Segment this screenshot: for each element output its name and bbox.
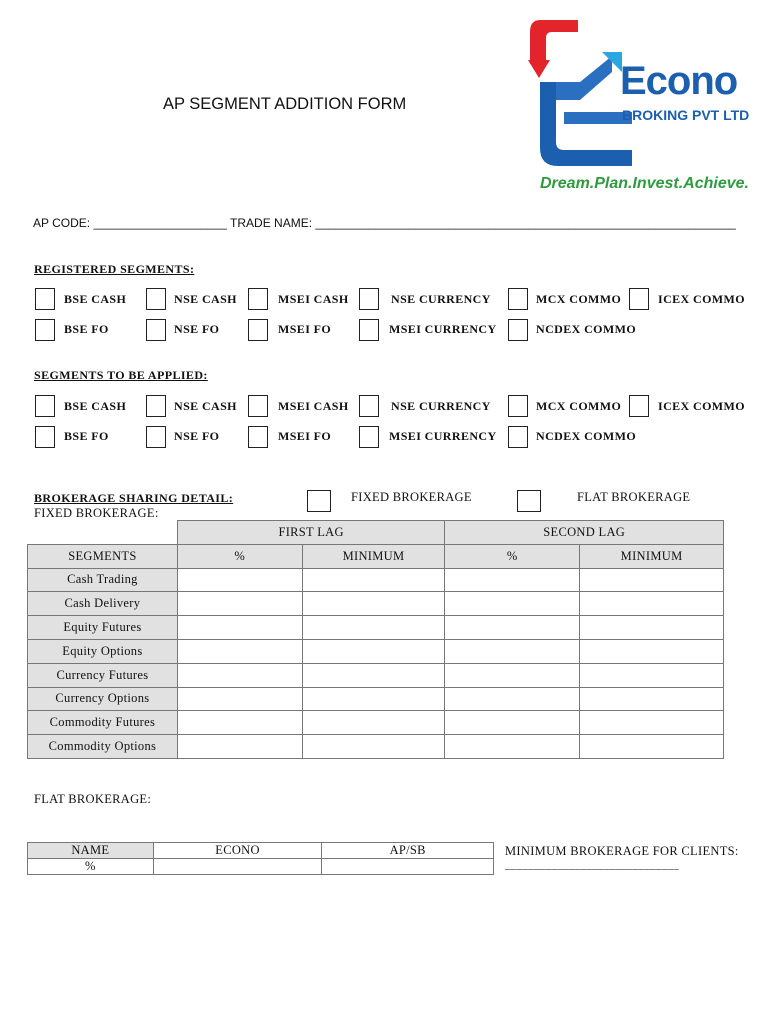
apply-nse-cash-label: NSE CASH [174, 399, 237, 413]
ap-code-trade-name-line: AP CODE: ____________________ TRADE NAME: _______________________________________________________________ [33, 216, 736, 230]
second-lag-percent-cell[interactable] [445, 687, 580, 711]
segment-name: Equity Options [28, 639, 178, 663]
apply-msei-fo-label: MSEI FO [278, 429, 332, 443]
registered-msei-currency-checkbox[interactable] [359, 319, 379, 341]
brokerage-sharing-heading: BROKERAGE SHARING DETAIL: [34, 491, 234, 505]
second-lag-percent-cell[interactable] [445, 616, 580, 640]
apply-bse-cash-label: BSE CASH [64, 399, 127, 413]
logo-tagline: Dream.Plan.Invest.Achieve. [540, 175, 749, 192]
second-lag-minimum-cell[interactable] [580, 639, 724, 663]
first-lag-percent-cell[interactable] [177, 592, 302, 616]
apply-icex-commo-label: ICEX COMMO [658, 399, 745, 413]
first-lag-percent-cell[interactable] [177, 568, 302, 592]
first-lag-percent-header: % [177, 544, 302, 568]
registered-nse-currency-checkbox[interactable] [359, 288, 379, 310]
segment-name: Currency Options [28, 687, 178, 711]
first-lag-percent-cell[interactable] [177, 639, 302, 663]
apply-icex-commo-checkbox[interactable] [629, 395, 649, 417]
segments-to-apply-heading: SEGMENTS TO BE APPLIED: [34, 368, 208, 382]
apply-nse-fo-label: NSE FO [174, 429, 220, 443]
econo-percent-cell[interactable] [153, 859, 322, 875]
second-lag-percent-cell[interactable] [445, 568, 580, 592]
registered-mcx-commo-label: MCX COMMO [536, 292, 622, 306]
first-lag-minimum-cell[interactable] [302, 568, 445, 592]
percent-label: % [28, 859, 154, 875]
apply-nse-fo-checkbox[interactable] [146, 426, 166, 448]
registered-segments-heading: REGISTERED SEGMENTS: [34, 262, 195, 276]
table-row [28, 711, 724, 735]
apply-msei-currency-label: MSEI CURRENCY [389, 429, 497, 443]
second-lag-percent-cell[interactable] [445, 711, 580, 735]
apply-bse-fo-checkbox[interactable] [35, 426, 55, 448]
registered-nse-cash-label: NSE CASH [174, 292, 237, 306]
minimum-brokerage-blank-line[interactable]: ______________________________ [505, 859, 679, 871]
table-row [28, 639, 724, 663]
flat-brokerage-checkbox[interactable] [517, 490, 541, 512]
segment-name: Equity Futures [28, 616, 178, 640]
second-lag-minimum-header: MINIMUM [580, 544, 724, 568]
fixed-brokerage-checkbox[interactable] [307, 490, 331, 512]
second-lag-percent-cell[interactable] [445, 735, 580, 759]
fixed-brokerage-label: FIXED BROKERAGE: [34, 506, 159, 520]
apply-msei-fo-checkbox[interactable] [248, 426, 268, 448]
table-row [28, 663, 724, 687]
apply-nse-currency-checkbox[interactable] [359, 395, 379, 417]
second-lag-minimum-cell[interactable] [580, 663, 724, 687]
registered-msei-fo-label: MSEI FO [278, 322, 332, 336]
segments-header: SEGMENTS [28, 544, 178, 568]
segment-name: Cash Delivery [28, 592, 178, 616]
table-row [28, 687, 724, 711]
registered-mcx-commo-checkbox[interactable] [508, 288, 528, 310]
registered-bse-fo-label: BSE FO [64, 322, 109, 336]
registered-bse-cash-label: BSE CASH [64, 292, 127, 306]
second-lag-percent-cell[interactable] [445, 663, 580, 687]
registered-ncdex-commo-checkbox[interactable] [508, 319, 528, 341]
apply-msei-cash-checkbox[interactable] [248, 395, 268, 417]
table-row [28, 592, 724, 616]
flat-brokerage-option-label: FLAT BROKERAGE [577, 490, 691, 504]
apply-ncdex-commo-checkbox[interactable] [508, 426, 528, 448]
table-row [28, 735, 724, 759]
table-row [28, 568, 724, 592]
apply-nse-cash-checkbox[interactable] [146, 395, 166, 417]
second-lag-minimum-cell[interactable] [580, 568, 724, 592]
registered-nse-fo-label: NSE FO [174, 322, 220, 336]
apply-mcx-commo-label: MCX COMMO [536, 399, 622, 413]
first-lag-minimum-cell[interactable] [302, 616, 445, 640]
ap-sb-percent-cell[interactable] [322, 859, 494, 875]
registered-nse-currency-label: NSE CURRENCY [391, 292, 491, 306]
registered-msei-currency-label: MSEI CURRENCY [389, 322, 497, 336]
first-lag-minimum-header: MINIMUM [302, 544, 445, 568]
apply-ncdex-commo-label: NCDEX COMMO [536, 429, 637, 443]
first-lag-minimum-cell[interactable] [302, 687, 445, 711]
apply-msei-currency-checkbox[interactable] [359, 426, 379, 448]
second-lag-minimum-cell[interactable] [580, 616, 724, 640]
econo-header: ECONO [153, 843, 322, 859]
segment-name: Cash Trading [28, 568, 178, 592]
table-row [28, 616, 724, 640]
logo-graphic [520, 12, 760, 197]
first-lag-percent-cell[interactable] [177, 616, 302, 640]
registered-msei-cash-checkbox[interactable] [248, 288, 268, 310]
second-lag-minimum-cell[interactable] [580, 735, 724, 759]
second-lag-minimum-cell[interactable] [580, 687, 724, 711]
apply-mcx-commo-checkbox[interactable] [508, 395, 528, 417]
apply-bse-fo-label: BSE FO [64, 429, 109, 443]
first-lag-percent-cell[interactable] [177, 663, 302, 687]
logo-name: Econo [620, 59, 738, 103]
first-lag-minimum-cell[interactable] [302, 711, 445, 735]
form-title: AP SEGMENT ADDITION FORM [163, 95, 407, 113]
apply-msei-cash-label: MSEI CASH [278, 399, 349, 413]
first-lag-minimum-cell[interactable] [302, 735, 445, 759]
second-lag-percent-header: % [445, 544, 580, 568]
segment-name: Currency Futures [28, 663, 178, 687]
flat-brokerage-table [27, 842, 494, 875]
second-lag-percent-cell[interactable] [445, 592, 580, 616]
first-lag-header: FIRST LAG [177, 521, 445, 545]
registered-nse-cash-checkbox[interactable] [146, 288, 166, 310]
second-lag-minimum-cell[interactable] [580, 592, 724, 616]
registered-bse-fo-checkbox[interactable] [35, 319, 55, 341]
registered-bse-cash-checkbox[interactable] [35, 288, 55, 310]
segment-name: Commodity Futures [28, 711, 178, 735]
minimum-brokerage-label: MINIMUM BROKERAGE FOR CLIENTS: [505, 844, 739, 858]
first-lag-percent-cell[interactable] [177, 687, 302, 711]
company-logo [520, 12, 760, 197]
ap-sb-header: AP/SB [322, 843, 494, 859]
second-lag-percent-cell[interactable] [445, 639, 580, 663]
logo-subtitle: BROKING PVT LTD [622, 107, 750, 123]
apply-nse-currency-label: NSE CURRENCY [391, 399, 491, 413]
first-lag-minimum-cell[interactable] [302, 592, 445, 616]
apply-bse-cash-checkbox[interactable] [35, 395, 55, 417]
fixed-brokerage-option-label: FIXED BROKERAGE [351, 490, 472, 504]
table-corner [28, 521, 178, 545]
registered-icex-commo-checkbox[interactable] [629, 288, 649, 310]
registered-msei-fo-checkbox[interactable] [248, 319, 268, 341]
registered-ncdex-commo-label: NCDEX COMMO [536, 322, 637, 336]
fixed-brokerage-table [27, 520, 724, 759]
second-lag-header: SECOND LAG [445, 521, 724, 545]
registered-icex-commo-label: ICEX COMMO [658, 292, 745, 306]
first-lag-minimum-cell[interactable] [302, 639, 445, 663]
registered-msei-cash-label: MSEI CASH [278, 292, 349, 306]
flat-brokerage-label: FLAT BROKERAGE: [34, 792, 152, 806]
first-lag-percent-cell[interactable] [177, 711, 302, 735]
segment-name: Commodity Options [28, 735, 178, 759]
name-header: NAME [28, 843, 154, 859]
first-lag-minimum-cell[interactable] [302, 663, 445, 687]
first-lag-percent-cell[interactable] [177, 735, 302, 759]
second-lag-minimum-cell[interactable] [580, 711, 724, 735]
registered-nse-fo-checkbox[interactable] [146, 319, 166, 341]
